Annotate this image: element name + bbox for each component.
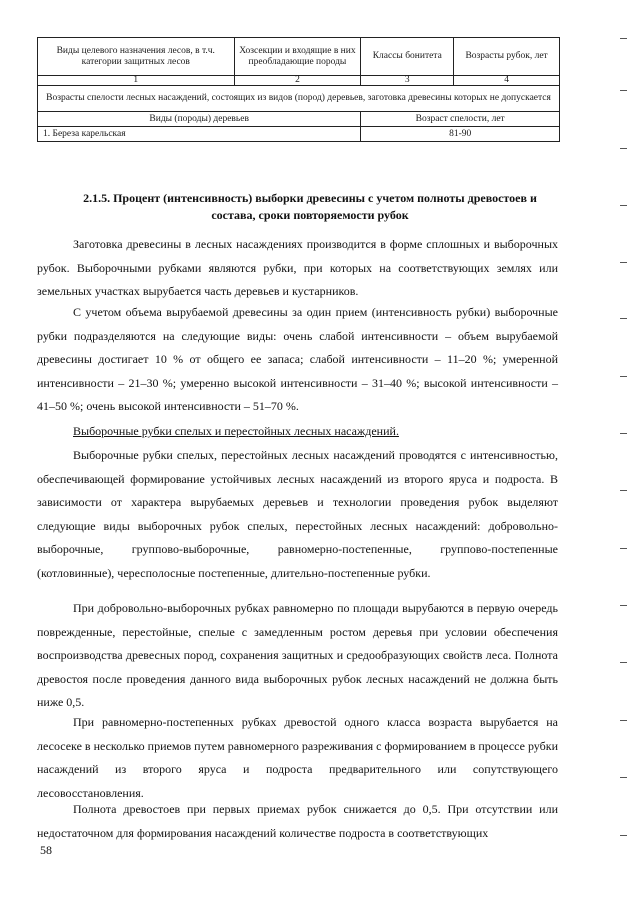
subheader-species: Виды (породы) деревьев	[38, 112, 361, 127]
table-row	[38, 127, 560, 142]
col-number: 3	[361, 76, 454, 86]
edge-mark	[620, 318, 627, 319]
edge-mark	[620, 90, 627, 91]
col-number: 4	[454, 76, 560, 86]
cell-age: 81-90	[361, 127, 560, 142]
edge-mark	[620, 548, 627, 549]
paragraph-6: Полнота древостоев при первых приемах рубок снижается до 0,5. При отсутствии или недостаточном для формирования насаждений количестве подроста в соответствующих	[37, 802, 558, 840]
page-number: 58	[40, 843, 52, 857]
edge-mark	[620, 262, 627, 263]
paragraph-1: Заготовка древесины в лесных насаждениях производится в форме сплошных и выборочных рубок. Выборочными рубками являются рубки, при которых на соответствующих землях или земельных участках вырубается часть деревьев и кустарников.	[37, 237, 558, 298]
edge-mark	[620, 205, 627, 206]
header-cell-sections: Хозсекции и входящие в них преобладающие породы	[234, 38, 361, 76]
col-number: 2	[234, 76, 361, 86]
paragraph-4: При добровольно-выборочных рубках равномерно по площади вырубаются в первую очередь поврежденные, перестойные, спелые с замедленным ростом деревья при условии обеспечения воспроизводства древесных пород, сохранения защитных и средообразующих свойств леса. Полнота древостоя после проведения данного вида выборочных рубок лесных насаждений не должна быть ниже 0,5.	[37, 601, 558, 709]
edge-mark	[620, 148, 627, 149]
edge-mark	[620, 835, 627, 836]
table-header-row	[38, 38, 560, 76]
edge-mark	[620, 720, 627, 721]
cell-species: 1. Береза карельская	[38, 127, 361, 142]
paragraph-2: С учетом объема вырубаемой древесины за один прием (интенсивность рубки) выборочные рубки подразделяются на следующие виды: очень слабой интенсивности – объем вырубаемой древесины достигает 10 % от общего ее запаса; слабой интенсивности – 11–20 %; умеренной интенсивности – 21–30 %; умеренно высокой интенсивности – 31–40 %; высокой интенсивности – 41–50 %; очень высокой интенсивности – 51–70 %.	[37, 305, 558, 413]
edge-mark	[620, 605, 627, 606]
section-heading: 2.1.5. Процент (интенсивность) выборки древесины с учетом полноты древостоев и состава, сроки повторяемости рубок	[83, 191, 537, 222]
paragraph-3: Выборочные рубки спелых, перестойных лесных насаждений проводятся с интенсивностью, обеспечивающей формирование устойчивых лесных насаждений из второго яруса и подроста. В зависимости от характера вырубаемых деревьев и технологии проведения рубок выделяют следующие виды выборочных рубок спелых, перестойных лесных насаждений: добровольно-выборочные, группово-выборочные, равномерно-постепенные, группово-постепенные (котловинные), чересполосные постепенные, длительно-постепенные рубки.	[37, 448, 558, 580]
table-number-row	[38, 76, 560, 86]
span-row-text: Возрасты спелости лесных насаждений, состоящих из видов (пород) деревьев, заготовка древесины которых не допускается	[38, 86, 560, 112]
edge-mark	[620, 662, 627, 663]
header-cell-purpose: Виды целевого назначения лесов, в т.ч. категории защитных лесов	[38, 38, 235, 76]
forest-table	[37, 37, 560, 142]
header-cell-cut-age: Возрасты рубок, лет	[454, 38, 560, 76]
edge-mark	[620, 777, 627, 778]
header-cell-bonitet: Классы бонитета	[361, 38, 454, 76]
paragraph-5: При равномерно-постепенных рубках древостой одного класса возраста вырубается на лесосеке в несколько приемов путем равномерного разреживания с формированием в процессе рубки насаждений из второго яруса и подроста предварительного или сопутствующего лесовосстановления.	[37, 715, 558, 800]
edge-mark	[620, 376, 627, 377]
table-subheader-row	[38, 112, 560, 127]
edge-mark	[620, 38, 627, 39]
col-number: 1	[38, 76, 235, 86]
scan-edge-marks	[620, 0, 632, 905]
subheader-maturity-age: Возраст спелости, лет	[361, 112, 560, 127]
edge-mark	[620, 490, 627, 491]
subsection-title: Выборочные рубки спелых и перестойных лесных насаждений.	[73, 424, 399, 438]
edge-mark	[620, 433, 627, 434]
table-span-row	[38, 86, 560, 112]
